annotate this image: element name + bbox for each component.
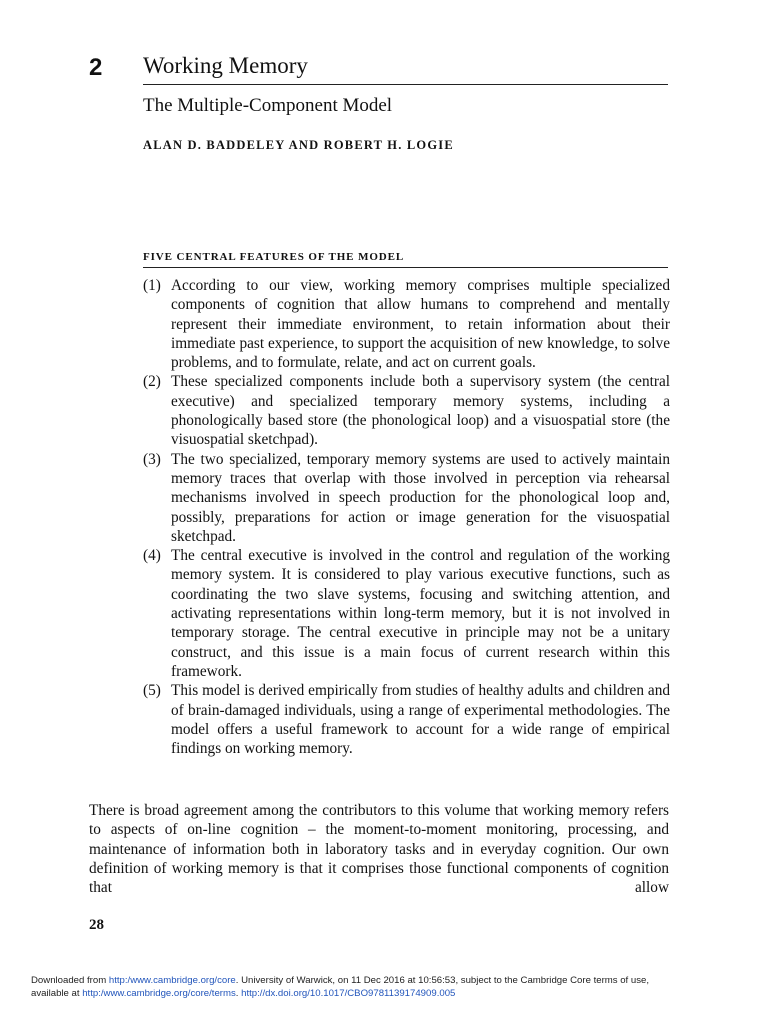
footer-text: available at bbox=[31, 988, 83, 999]
body-paragraph: There is broad agreement among the contributors to this volume that working memory refers to aspects of on-line cognition – the moment-to-moment monitoring, processing, and maintenance of information both in laboratory tasks and in everyday cognition. Our own definition of working memory is that it comprises those functional components of cognition that allow bbox=[89, 802, 669, 897]
section-heading: FIVE CENTRAL FEATURES OF THE MODEL bbox=[143, 251, 405, 263]
feature-item bbox=[143, 450, 670, 546]
feature-text: These specialized components include both a supervisory system (the central executive) and specialized temporary memory systems, including a phonologically based store (the phonological loop) and a visuospatial store (the visuospatial sketchpad). bbox=[171, 373, 670, 449]
footer-line-1 bbox=[31, 974, 766, 987]
cambridge-core-link[interactable]: http:/www.cambridge.org/core bbox=[108, 975, 236, 986]
footer-text: . bbox=[235, 988, 242, 999]
page-number: 28 bbox=[89, 917, 104, 933]
footer-text: Downloaded from bbox=[31, 975, 109, 986]
terms-link[interactable]: http:/www.cambridge.org/core/terms bbox=[82, 988, 236, 999]
section-rule bbox=[143, 267, 668, 268]
footer-line-2 bbox=[31, 987, 766, 1000]
feature-text: The central executive is involved in the control and regulation of the working memory system. It is considered to play various executive functions, such as coordinating the two slave systems, focusing and switching attention, and activating representations within long-term memory, but it is not involved in temporary storage. The central executive in principle may not be a unitary construct, and this issue is a main focus of current research within this framework. bbox=[171, 547, 670, 680]
feature-number: (4) bbox=[143, 547, 161, 565]
feature-number: (3) bbox=[143, 450, 161, 468]
feature-text: The two specialized, temporary memory systems are used to actively maintain memory traces that overlap with those involved in perception via rehearsal mechanisms involved in speech production for the phonological loop and, possibly, preparations for action or image generation for the visuospatial sketchpad. bbox=[171, 450, 670, 545]
feature-number: (2) bbox=[143, 373, 161, 391]
authors: ALAN D. BADDELEY AND ROBERT H. LOGIE bbox=[143, 138, 454, 152]
footer-text: . University of Warwick, on 11 Dec 2016 at 10:56:53, subject to the Cambridge Core terms of use, bbox=[235, 975, 650, 986]
features-list bbox=[143, 276, 670, 758]
feature-number: (1) bbox=[143, 277, 161, 294]
feature-text: According to our view, working memory comprises multiple specialized components of cognition that allow humans to comprehend and mentally represent their immediate environment, to retain information about their immediate past experience, to support the acquisition of new knowledge, to solve problems, and to formulate, relate, and act on current goals. bbox=[171, 277, 670, 372]
chapter-number: 2 bbox=[89, 54, 103, 81]
title-rule bbox=[143, 84, 668, 85]
doi-link[interactable]: http://dx.doi.org/10.1017/CBO9781139174909.005 bbox=[241, 988, 456, 999]
feature-text: This model is derived empirically from studies of healthy adults and children and of brain-damaged individuals, using a range of experimental methodologies. The model offers a useful framework to account for a wide range of empirical findings on working memory. bbox=[171, 682, 670, 758]
chapter-subtitle: The Multiple-Component Model bbox=[143, 95, 393, 116]
feature-item bbox=[143, 372, 670, 449]
chapter-title: Working Memory bbox=[143, 53, 308, 78]
feature-item bbox=[143, 546, 670, 681]
download-footer bbox=[31, 974, 766, 1000]
feature-item bbox=[143, 681, 670, 758]
feature-number: (5) bbox=[143, 682, 161, 700]
feature-item bbox=[143, 276, 670, 372]
